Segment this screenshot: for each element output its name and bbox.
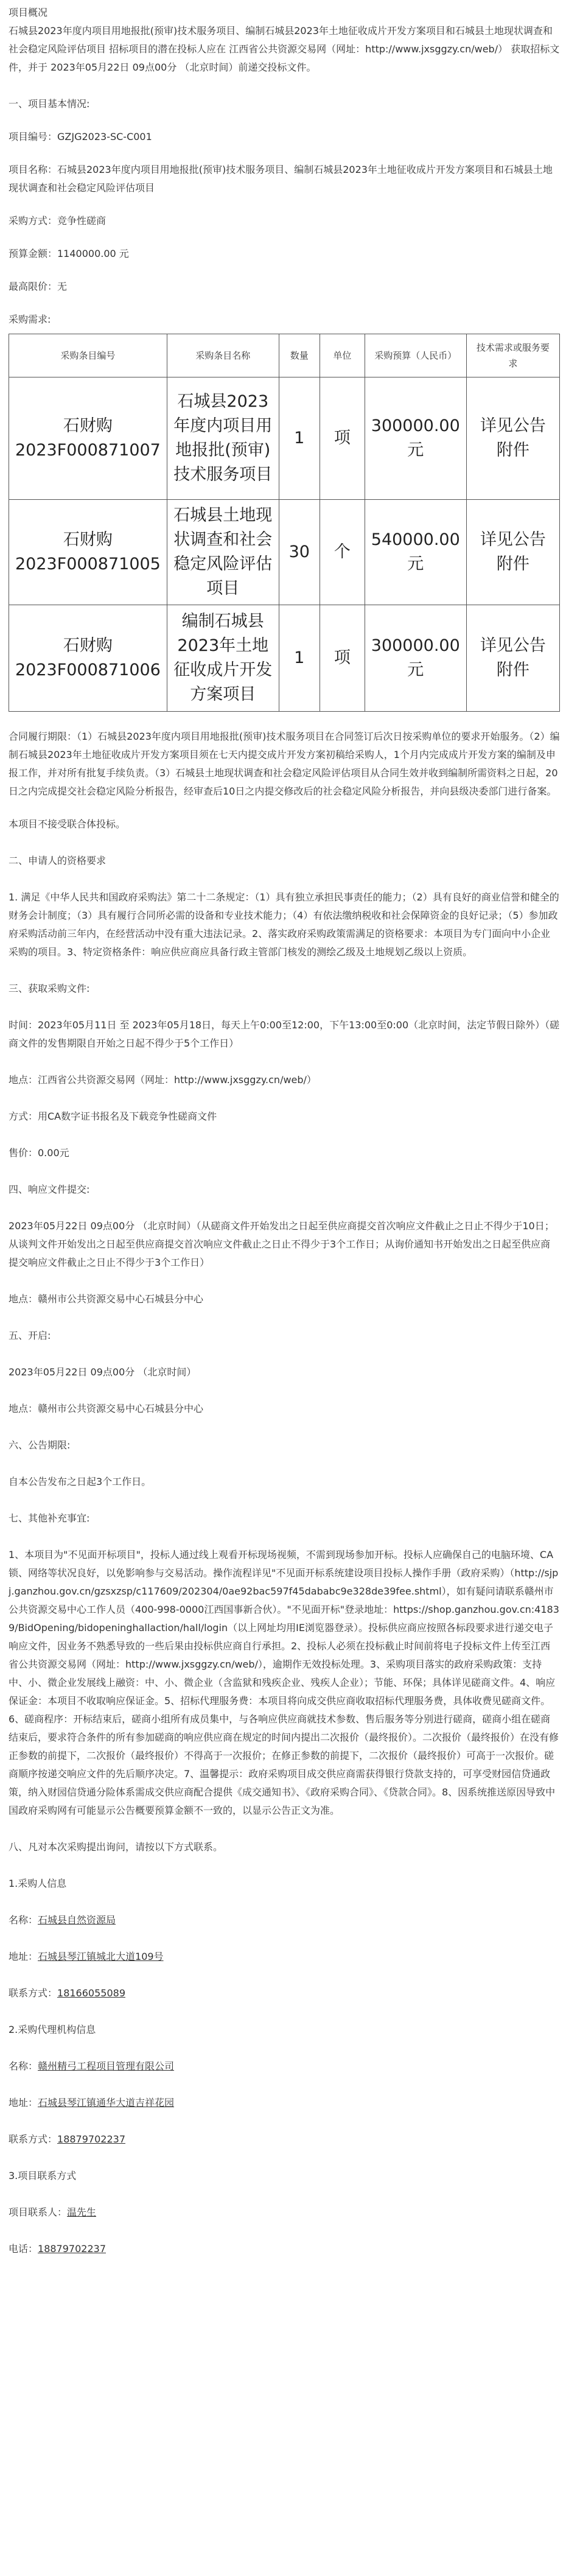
buyer-address: 石城县琴江镇城北大道109号: [38, 1951, 164, 1962]
table-header-cell: 采购预算（人民币）: [365, 334, 466, 377]
section-2-heading: 二、申请人的资格要求: [9, 855, 107, 866]
buyer-heading: 1.采购人信息: [9, 1878, 67, 1889]
item-name: 石城县2023年度内项目用地报批(预审)技术服务项目: [167, 377, 279, 500]
acquire-way: 方式：用CA数字证书报名及下载竞争性磋商文件: [9, 1111, 217, 1122]
buyer-address-line: [9, 1948, 560, 1966]
procurement-table: [9, 334, 560, 712]
agent-phone: 18879702237: [57, 2133, 125, 2145]
item-requirement: 详见公告附件: [466, 605, 559, 712]
project-number: 项目编号：GZJG2023-SC-C001: [9, 131, 152, 142]
agent-phone-label: 联系方式：: [9, 2133, 58, 2145]
item-quantity: 1: [279, 377, 320, 500]
section-7-heading: 七、其他补充事宜:: [9, 1512, 90, 1524]
item-name: 石城县土地现状调查和社会稳定风险评估项目: [167, 500, 279, 605]
section-5-heading: 五、开启:: [9, 1330, 51, 1341]
opening-time: 2023年05月22日 09点00分 （北京时间）: [9, 1366, 197, 1378]
section-3-heading: 三、获取采购文件:: [9, 983, 90, 994]
agent-name-label: 名称：: [9, 2060, 38, 2072]
section-1-heading: 一、项目基本情况:: [9, 98, 90, 110]
buyer-address-label: 地址：: [9, 1951, 38, 1962]
table-header-cell: 采购条目编号: [9, 334, 167, 377]
section-6-heading: 六、公告期限:: [9, 1439, 71, 1451]
price-ceiling: 最高限价：无: [9, 281, 68, 292]
item-unit: 个: [320, 500, 365, 605]
table-header-row: [9, 334, 560, 377]
item-requirement: 详见公告附件: [466, 500, 559, 605]
notice-period: 自本公告发布之日起3个工作日。: [9, 1476, 152, 1487]
contact-name-line: [9, 2203, 560, 2222]
acquire-price: 售价：0.00元: [9, 1147, 69, 1159]
buyer-phone: 18166055089: [57, 1987, 125, 1999]
buyer-phone-line: [9, 1984, 560, 2002]
buyer-phone-label: 联系方式：: [9, 1987, 58, 1999]
item-unit: 项: [320, 605, 365, 712]
item-budget: 540000.00元: [365, 500, 466, 605]
item-requirement: 详见公告附件: [466, 377, 559, 500]
buyer-name: 石城县自然资源局: [38, 1914, 116, 1926]
agent-name: 赣州精弓工程项目管理有限公司: [38, 2060, 175, 2072]
opening-place: 地点：赣州市公共资源交易中心石城县分中心: [9, 1403, 204, 1414]
table-row: [9, 605, 560, 712]
agent-phone-line: [9, 2130, 560, 2149]
contact-heading: 3.项目联系方式: [9, 2170, 77, 2181]
contact-name-label: 项目联系人：: [9, 2206, 68, 2218]
procurement-method: 采购方式：竞争性磋商: [9, 215, 107, 226]
contact-phone-line: [9, 2240, 560, 2258]
submission-place: 地点：赣州市公共资源交易中心石城县分中心: [9, 1293, 204, 1305]
item-name: 编制石城县2023年土地征收成片开发方案项目: [167, 605, 279, 712]
intro-body: 石城县2023年度内项目用地报批(预审)技术服务项目、编制石城县2023年土地征收成片开发方案项目和石城县土地现状调查和社会稳定风险评估项目 招标项目的潜在投标人应在 江西省公共资源交易网（网址：http://www.jxsggzy.cn/web/） 获取招标文件，并于 2023年05月22日 09点00分 （北京时间）前递交投标文件。: [9, 25, 560, 73]
acquire-place: 地点：江西省公共资源交易网（网址：http://www.jxsggzy.cn/web/）: [9, 1074, 316, 1086]
supplementary-matters: 1、本项目为"不见面开标项目"，投标人通过线上观看开标现场视频，不需到现场参加开标。投标人应确保自己的电脑环境、CA锁、网络等状况良好，以免影响参与交易活动。操作流程详见"不见面开标系统建设项目投标人操作手册（政府采购）（http://sjpj.ganzhou.gov.cn/gzsxzsp/c117609/202304/0ae92bac597f45dababc9e328de39fee.shtml），如有疑问请联系赣州市公共资源交易中心工作人员（400-998-0000江西国事新合伙）。"不见面开标"登录地址：https://shop.ganzhou.gov.cn:41839/BidOpening/bidopeninghallaction/hall/login（以上网址均用IE浏览器登录）。投标供应商应按照各标段要求进行递交电子响应文件，因业务不熟悉导致的一些后果由投标供应商自行承担。2、投标人必须在投标截止时间前将电子投标文件上传至江西省公共资源交易网（网址：http://www.jxsggzy.cn/web/），逾期作无效投标处理。3、采购项目落实的政府采购政策：支持中、小、微企业发展线上融资：中、小、微企业（含监狱和残疾企业、残疾人企业）；节能、环保；具体详见磋商文件。4、响应保证金：本项目不收取响应保证金。5、招标代理服务费：本项目将向成交供应商收取招标代理服务费，具体收费见磋商文件。6、磋商程序：开标结束后，磋商小组所有成员集中，与各响应供应商就技术参数、售后服务等分别进行磋商，磋商小组在磋商结束后，要求符合条件的所有参加磋商的响应供应商在规定的时间内提出二次报价（最终报价）。二次报价（最终报价）在没有修正参数的前提下，二次报价（最终报价）不得高于一次报价；在修正参数的前提下，二次报价（最终报价）可高于一次报价。磋商顺序按递交响应文件的先后顺序决定。7、温馨提示：政府采购项目成交供应商需获得银行贷款支持的，可享受财园信贷通政策，纳入财园信贷通分险体系需成交供应商配合提供《成交通知书》、《政府采购合同》、《贷款合同》。8、因系统推送原因导致中国政府采购网有可能显示公告概要预算金额不一致的，以显示公告正文为准。: [9, 1549, 559, 1816]
consortium-note: 本项目不接受联合体投标。: [9, 818, 126, 830]
section-4-heading: 四、响应文件提交:: [9, 1184, 90, 1195]
contact-phone-label: 电话：: [9, 2243, 38, 2255]
item-code: 石财购2023F000871007: [9, 377, 167, 500]
table-row: [9, 500, 560, 605]
procurement-needs-label: 采购需求:: [9, 314, 51, 325]
agent-heading: 2.采购代理机构信息: [9, 2024, 96, 2035]
qualification-body: 1. 满足《中华人民共和国政府采购法》第二十二条规定：（1）具有独立承担民事责任的能力；（2）具有良好的商业信誉和健全的财务会计制度；（3）具有履行合同所必需的设备和专业技术能力；（4）有依法缴纳税收和社会保障资金的良好记录；（5）参加政府采购活动前三年内，在经营活动中没有重大违法记录。2、落实政府采购政策需满足的资格要求：本项目为专门面向中小企业采购的项目。3、特定资格条件：响应供应商应具备行政主管部门核发的测绘乙级及土地规划乙级以上资质。: [9, 891, 559, 958]
buyer-name-label: 名称：: [9, 1914, 38, 1926]
project-name: 项目名称：石城县2023年度内项目用地报批(预审)技术服务项目、编制石城县2023年土地征收成片开发方案项目和石城县土地现状调查和社会稳定风险评估项目: [9, 164, 553, 194]
item-budget: 300000.00元: [365, 605, 466, 712]
submission-time: 2023年05月22日 09点00分 （北京时间）（从磋商文件开始发出之日起至供应商提交首次响应文件截止之日止不得少于10日；从谈判文件开始发出之日起至供应商提交首次响应文件截止之日止不得少于3个工作日；从询价通知书开始发出之日起至供应商提交响应文件截止之日止不得少于3个工作日）: [9, 1220, 554, 1268]
table-header-cell: 单位: [320, 334, 365, 377]
agent-address-label: 地址：: [9, 2097, 38, 2108]
item-code: 石财购2023F000871005: [9, 500, 167, 605]
item-budget: 300000.00元: [365, 377, 466, 500]
agent-address: 石城县琴江镇通华大道吉祥花园: [38, 2097, 175, 2108]
table-row: [9, 377, 560, 500]
agent-address-line: [9, 2094, 560, 2112]
buyer-name-line: [9, 1911, 560, 1929]
section-8-heading: 八、凡对本次采购提出询问，请按以下方式联系。: [9, 1841, 223, 1853]
budget-amount: 预算金额：1140000.00 元: [9, 248, 129, 259]
table-header-cell: 技术需求或服务要求: [466, 334, 559, 377]
intro-heading: 项目概况: [9, 7, 48, 18]
contact-phone: 18879702237: [38, 2243, 106, 2255]
item-unit: 项: [320, 377, 365, 500]
contract-period: 合同履行期限：（1）石城县2023年度内项目用地报批(预审)技术服务项目在合同签订后次日按采购单位的要求开始服务。（2）编制石城县2023年土地征收成片开发方案项目须在七天内提交成片开发方案初稿给采购人，1个月内完成成片开发方案的编制及申报工作，并对所有批复手续负责。（3）石城县土地现状调查和社会稳定风险评估项目从合同生效并收到编制所需资料之日起，20日之内完成提交社会稳定风险分析报告，经审查后10日之内提交修改后的社会稳定风险分析报告，并向县级决委部门进行备案。: [9, 731, 560, 797]
agent-name-line: [9, 2057, 560, 2076]
item-quantity: 1: [279, 605, 320, 712]
item-code: 石财购2023F000871006: [9, 605, 167, 712]
table-header-cell: 采购条目名称: [167, 334, 279, 377]
table-header-cell: 数量: [279, 334, 320, 377]
acquire-time: 时间：2023年05月11日 至 2023年05月18日，每天上午0:00至12:00，下午13:00至0:00（北京时间，法定节假日除外）（磋商文件的发售期限自开始之日起不得少于5个工作日）: [9, 1019, 560, 1049]
contact-name: 温先生: [67, 2206, 97, 2218]
item-quantity: 30: [279, 500, 320, 605]
